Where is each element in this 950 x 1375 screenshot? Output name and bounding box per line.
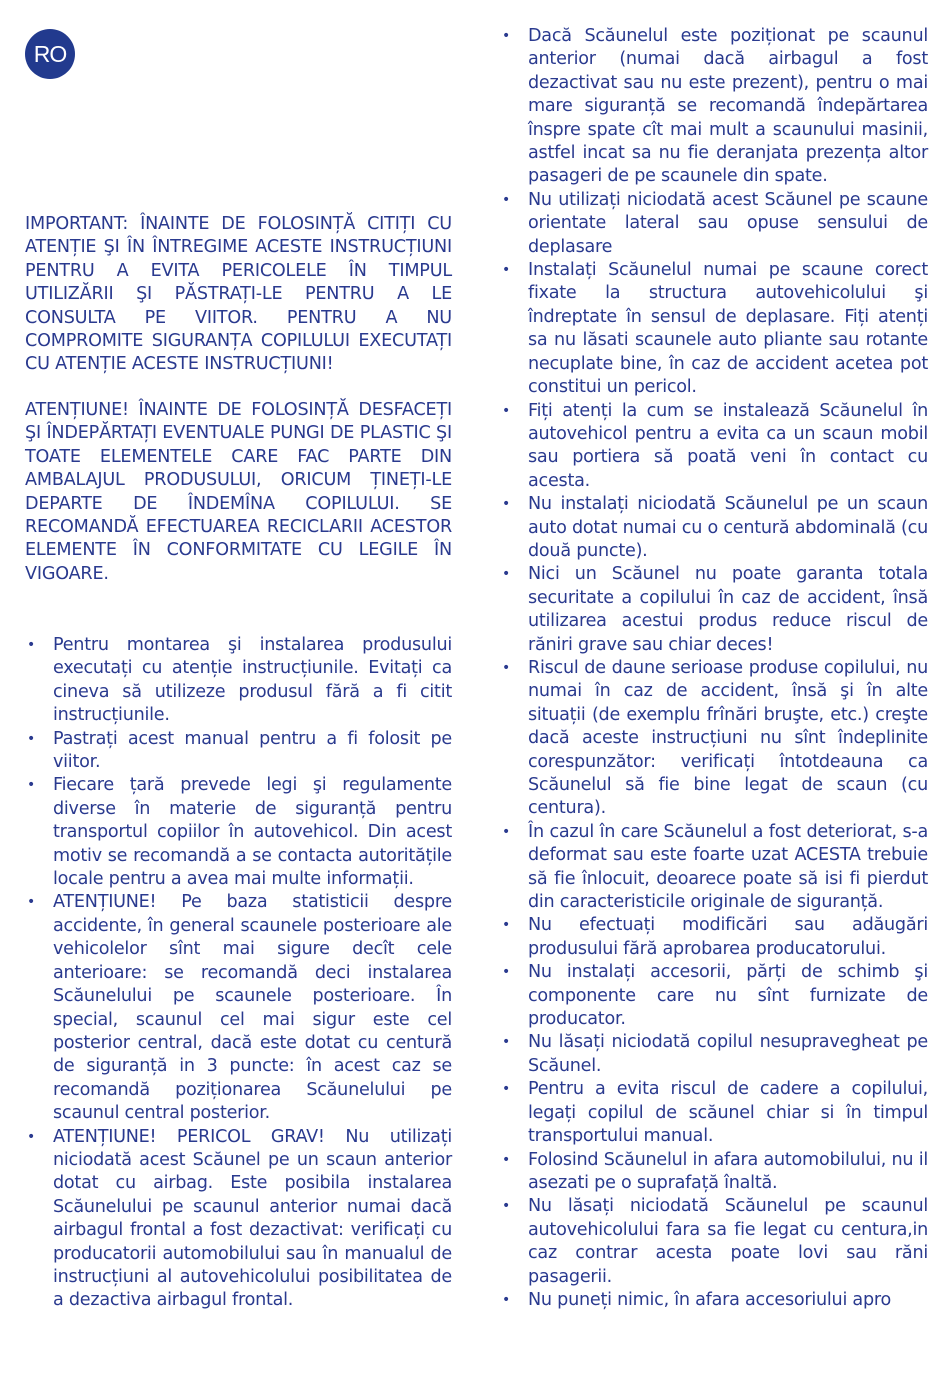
list-item: • Nu utilizați niciodată acest Scăunel pe scaune orientate lateral sau opuse sensului de deplasare: [502, 189, 928, 257]
bullet-icon: •: [502, 917, 511, 934]
language-badge-label: RO: [33, 40, 67, 67]
list-item: • Nici un Scăunel nu poate garanta totala securitate a copilului în caz de accident, însă utilizarea acestui produs reduce riscul de răniri grave sau chiar deces!: [502, 564, 928, 655]
bullet-icon: •: [502, 964, 511, 981]
bullet-icon: •: [502, 1291, 511, 1308]
bullet-icon: •: [27, 730, 36, 747]
bullet-icon: •: [27, 637, 36, 653]
bullet-icon: •: [502, 496, 511, 513]
bullet-icon: •: [502, 1151, 511, 1168]
bullet-icon: •: [502, 262, 511, 279]
list-item: • Riscul de daune serioase produse copilului, nu numai în caz de accident, însă şi în alte situații (de exemplu frînări bruşte, etc.) creşte dacă aceste instrucțiuni nu sînt îndeplinite corespunzător: verificați întotdeauna ca Scăunelul să fie bine legat de scaun (cu centura).: [502, 657, 928, 819]
list-item: • Dacă Scăunelul este poziționat pe scaunul anterior (numai dacă airbagul a fost dezactivat sau nu este prezent), pentru o mai mare siguranță se recomandă îndepărtarea înspre spate cît mai mult a scaunului masinii, astfel incat sa nu fie deranjata prezența altor pasageri de pe scaunele din spate.: [502, 26, 928, 187]
list-item: • Fiecare țară prevede legi şi regulamente diverse în materie de siguranță pentru transportul copiilor în autovehicol. Din acest motiv se recomandă a se contacta autoritățile locale pentru a avea mai multe informații.: [27, 775, 452, 890]
bullet-icon: •: [27, 894, 36, 911]
bullet-icon: •: [502, 28, 511, 44]
language-badge-ro: [25, 29, 75, 79]
packaging-warning: ATENȚIUNE! ÎNAINTE DE FOLOSINȚĂ DESFACEȚI ŞI ÎNDEPĂRTAȚI EVENTUALE PUNGI DE PLASTIC ŞI TOATE ELEMENTELE CARE FAC PARTE DIN AMBALAJUL PRODUSULUI, ORICUM ȚINEȚI-LE DEPARTE DE ÎNDEMÎNA COPILULUI. SE RECOMANDĂ EFECTUAREA RECICLARII ACESTOR ELEMENTE ÎN CONFORMITATE CU LEGILE ÎN VIGOARE.: [25, 400, 452, 584]
list-item: • ATENȚIUNE! PERICOL GRAV! Nu utilizați niciodată acest Scăunel pe un scaun anterior dotat cu airbag. Este posibila instalarea Scăunelului pe scaunul anterior numai dacă airbagul frontal a fost dezactivat: verificați cu producatorii automobilului sau în manualul de instrucțiuni al autovehicolului posibilitatea de a dezactiva airbagul frontal.: [27, 1126, 452, 1311]
right-bullet-list: [500, 25, 928, 1312]
bullet-icon: •: [27, 1128, 36, 1145]
important-notice: IMPORTANT: ÎNAINTE DE FOLOSINȚĂ CITIȚI CU ATENȚIE ŞI ÎN ÎNTREGIME ACESTE INSTRUCȚIUNI PENTRU A EVITA PERICOLELE ÎN TIMPUL UTILIZĂRII ŞI PĂSTRAȚI-LE PENTRU A LE CONSULTA PE VIITOR. PENTRU A NU COMPROMITE SIGURANȚA COPILULUI EXECUTAȚI CU ATENȚIE ACESTE INSTRUCȚIUNI!: [25, 214, 452, 375]
bullet-icon: •: [502, 1081, 511, 1098]
list-item: • Nu efectuați modificări sau adăugări produsului fără aprobarea producatorului.: [502, 915, 928, 959]
bullet-icon: •: [502, 659, 511, 676]
list-item: • Pentru a evita riscul de cadere a copilului, legați copilul de scăunel chiar si în timpul transportului manual.: [502, 1079, 928, 1147]
list-item: • Nu lăsați niciodată Scăunelul pe scaunul autovehicolului fara sa fie legat cu centura,in caz contrar acesta poate lovi sau răni pasagerii.: [502, 1196, 928, 1287]
bullet-icon: •: [502, 566, 511, 583]
list-item: • Nu puneți nimic, în afara accesoriului apro: [500, 1289, 928, 1312]
list-item: • Instalați Scăunelul numai pe scaune corect fixate la structura autovehicolului şi îndreptate în sensul de deplasare. Fiți atenți sa nu lăsati scaunele auto pliante sau rotante necuplate bine, în caz de accident acetea pot constitui un pericol.: [502, 260, 928, 398]
bullet-icon: •: [502, 1198, 511, 1215]
list-item: • ATENȚIUNE! Pe baza statisticii despre accidente, în general scaunele posterioare ale vehicolelor sînt mai sigure decît cele anterioare: se recomandă deci instalarea Scăunelului pe scaunele posterioare. În special, scaunul cel mai sigur este cel posterior central, dacă este dotat cu centură de siguranță in 3 puncte: în acest caz se recomandă poziționarea Scăunelului pe scaunul central posterior.: [27, 892, 452, 1124]
list-item: • Pastrați acest manual pentru a fi folosit pe viitor.: [27, 728, 452, 773]
right-column: [500, 25, 928, 1312]
bullet-icon: •: [502, 402, 511, 419]
list-item: • În cazul în care Scăunelul a fost deteriorat, s-a deformat sau este foarte uzat ACESTA trebuie să fie înlocuit, deoarece poate să isi fi pierdut din caracteristicile originale de siguranță.: [502, 821, 928, 913]
list-item: • Nu instalați accesorii, părți de schimb şi componente care nu sînt furnizate de producator.: [502, 962, 928, 1030]
left-bullet-list: [25, 634, 452, 1313]
bullet-icon: •: [502, 191, 511, 208]
bullet-icon: •: [27, 777, 36, 794]
list-item: • Nu instalați niciodată Scăunelul pe un scaun auto dotat numai cu o centură abdominală (cu două puncte).: [502, 494, 928, 561]
list-item: • Pentru montarea şi instalarea produsului executați cu atenție instrucțiunile. Evitați ca cineva să utilizeze produsul fără a fi citit instrucțiunile.: [27, 635, 452, 726]
bullet-icon: •: [502, 1034, 511, 1051]
list-item: • Folosind Scăunelul in afara automobilului, nu il asezati pe o suprafață înaltă.: [502, 1149, 928, 1193]
list-item: • Fiți atenți la cum se instalează Scăunelul în autovehicol pentru a evita ca un scaun mobil sau portiera să poată veni în contact cu acesta.: [502, 400, 928, 491]
bullet-icon: •: [502, 823, 511, 840]
list-item: • Nu lăsați niciodată copilul nesupravegheat pe Scăunel.: [502, 1032, 928, 1076]
